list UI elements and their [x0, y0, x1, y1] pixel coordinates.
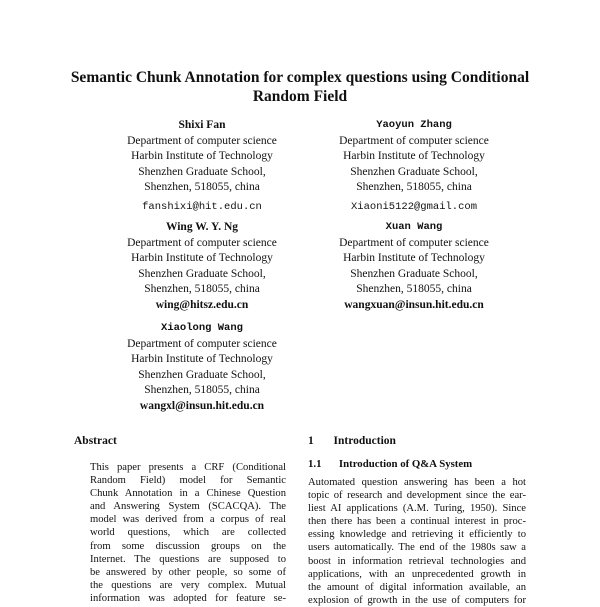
intro-line: boost in information retrieval technologies and: [308, 555, 526, 567]
abstract-line: Random Field) model for Semantic: [90, 475, 286, 487]
author-email: Xiaoni5122@gmail.com: [350, 200, 478, 213]
author-block-yaoyun-zhang: [314, 118, 514, 215]
author-school: Shenzhen Graduate School,: [138, 368, 266, 381]
section-title: Introduction: [333, 435, 396, 447]
author-city: Shenzhen, 518055, china: [356, 181, 472, 193]
author-department: Department of computer science: [127, 134, 277, 147]
abstract-body: [90, 461, 286, 605]
subsection-heading: [308, 458, 472, 470]
paper-title: [40, 68, 560, 106]
section-number: 1: [308, 435, 314, 447]
intro-line: topic of research and development since the ear-: [308, 490, 526, 502]
intro-line: then there has been a continual interest in proc-: [308, 516, 526, 528]
abstract-line: and Answering System (SCACQA). The: [90, 501, 286, 513]
author-institution: Harbin Institute of Technology: [343, 150, 485, 162]
author-email: fanshixi@hit.edu.cn: [142, 200, 262, 213]
section-heading-introduction: [308, 435, 396, 447]
author-email: wing@hitsz.edu.cn: [155, 298, 249, 311]
paper-title-line-1: Semantic Chunk Annotation for complex questions using Conditional: [70, 69, 530, 86]
author-department: Department of computer science: [127, 337, 277, 350]
subsection-title: Introduction of Q&A System: [338, 458, 473, 470]
intro-line: explosion of growth in the use of computers for: [308, 594, 526, 606]
abstract-line: This paper presents a CRF (Conditional: [90, 462, 286, 473]
author-name: Wing W. Y. Ng: [165, 221, 239, 233]
author-block-xiaolong-wang: [102, 321, 302, 414]
abstract-line: world questions, which are collected: [90, 527, 286, 539]
abstract-heading: Abstract: [74, 435, 117, 447]
abstract-line: Internet. The questions are supposed to: [90, 553, 286, 565]
author-name: Xuan Wang: [385, 221, 443, 233]
intro-line: liest AI applications (A.M. Turing, 1950). Since: [308, 503, 526, 515]
intro-line: users automatically. The end of the 1980s saw a: [308, 542, 526, 554]
abstract-line: Chunk Annotation in a Chinese Question: [90, 488, 286, 500]
author-city: Shenzhen, 518055, china: [144, 181, 260, 193]
author-school: Shenzhen Graduate School,: [138, 165, 266, 178]
intro-line: applications, with an unprecedented growth in: [308, 568, 526, 580]
paper-title-line-2: Random Field: [252, 88, 348, 105]
author-name: Shixi Fan: [178, 119, 226, 131]
author-email: wangxl@insun.hit.edu.cn: [139, 399, 265, 412]
author-department: Department of computer science: [339, 134, 489, 147]
author-name: Xiaolong Wang: [161, 322, 243, 334]
abstract-line: information was adopted for feature se-: [90, 592, 286, 604]
subsection-number: 1.1: [308, 458, 322, 470]
author-department: Department of computer science: [339, 236, 489, 249]
abstract-line: the questions are very complex. Mutual: [90, 579, 286, 591]
author-school: Shenzhen Graduate School,: [350, 267, 478, 280]
author-name: Yaoyun Zhang: [376, 119, 452, 131]
abstract-line: be answered by other people, so some of: [90, 566, 286, 578]
author-block-wing-ng: [102, 220, 302, 313]
intro-line: essing knowledge and retrieving it efficiently to: [308, 529, 526, 541]
intro-line: Automated question answering has been a hot: [308, 477, 526, 488]
author-institution: Harbin Institute of Technology: [131, 252, 273, 264]
introduction-body: [308, 476, 526, 607]
author-department: Department of computer science: [127, 236, 277, 249]
author-block-shixi-fan: [102, 118, 302, 215]
author-institution: Harbin Institute of Technology: [131, 353, 273, 365]
abstract-line: from some discussion groups on the: [90, 540, 286, 552]
author-block-xuan-wang: [314, 220, 514, 313]
author-institution: Harbin Institute of Technology: [343, 252, 485, 264]
author-city: Shenzhen, 518055, china: [356, 283, 472, 295]
intro-line: the amount of digital information available, an: [308, 581, 526, 593]
author-school: Shenzhen Graduate School,: [138, 267, 266, 280]
abstract-line: model was derived from a corpus of real: [90, 514, 286, 526]
author-city: Shenzhen, 518055, china: [144, 384, 260, 396]
author-email: wangxuan@insun.hit.edu.cn: [344, 298, 484, 311]
author-institution: Harbin Institute of Technology: [131, 150, 273, 162]
author-school: Shenzhen Graduate School,: [350, 165, 478, 178]
author-city: Shenzhen, 518055, china: [144, 283, 260, 295]
